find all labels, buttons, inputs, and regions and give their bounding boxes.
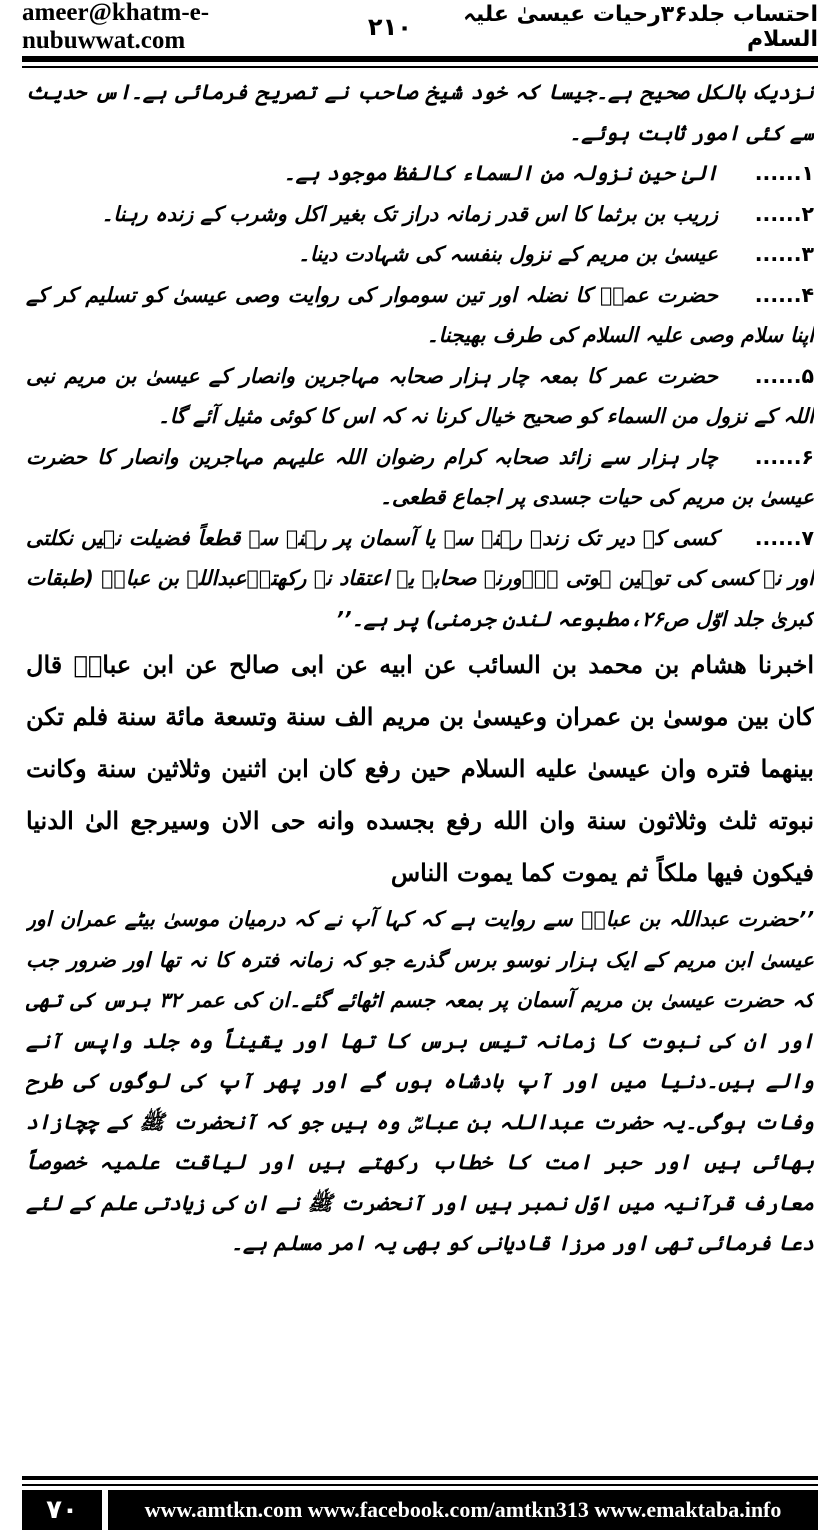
item-number: ۱...... bbox=[754, 161, 814, 185]
item-number: ۷...... bbox=[754, 525, 814, 550]
item-text: چار ہزار سے زائد صحابہ کرام رضوان اللہ علیہم مہاجرین وانصار کا حضرت عیسیٰ بن مریم کی حیات جسدی پر اجماع قطعی۔ bbox=[26, 444, 814, 509]
footer-rule-thick bbox=[22, 1476, 818, 1480]
list-item bbox=[26, 356, 814, 437]
item-number: ۲...... bbox=[754, 201, 814, 226]
item-number: ۵...... bbox=[754, 363, 814, 388]
list-item bbox=[26, 194, 814, 235]
header-title: احتساب جلد۳۶رحیات عیسیٰ علیہ السلام bbox=[463, 2, 818, 52]
footer-urls: www.amtkn.com www.facebook.com/amtkn313 www.emaktaba.info bbox=[108, 1490, 818, 1530]
arabic-quote: اخبرنا هشام بن محمد بن السائب عن ابيه عن ابى صالح عن ابن عباسؓ قال كان بين موسىٰ بن عمران وعيسىٰ بن مريم الف سنة وتسعة مائة سنة فلم تكن بينهما فتره وان عيسىٰ عليه السلام حين رفع كان ابن اثنين وثلاثين سنة وكانت نبوته ثلث وثلاثون سنة وان الله رفع بجسده وانه حى الان وسيرجع الىٰ الدنيا فيكون فيها ملكاً ثم يموت كما يموت الناس bbox=[26, 650, 814, 887]
page-body bbox=[26, 72, 814, 1452]
page-footer bbox=[22, 1476, 818, 1532]
item-text: الیٰ حین نزولہ من السماء کالفظ موجود ہے۔ bbox=[283, 161, 718, 185]
header-left bbox=[22, 0, 412, 55]
page-header bbox=[22, 0, 818, 54]
header-email: ameer@khatm-e-nubuwwat.com bbox=[22, 0, 210, 54]
item-text: عیسیٰ بن مریم کے نزول بنفسہ کی شہادت دینا۔ bbox=[298, 242, 718, 266]
item-number: ۴...... bbox=[754, 282, 814, 307]
header-rule-thin bbox=[22, 66, 818, 68]
item-text: حضرت عمر کا بمعہ چار ہزار صحابہ مہاجرین وانصار کے عیسیٰ بن مریم نبی اللہ کے نزول من السماء کو صحیح خیال کرنا نہ کہ اس کا کوئی مثیل آئے گا۔ bbox=[26, 363, 814, 428]
list-item bbox=[26, 437, 814, 518]
list-item bbox=[26, 518, 814, 640]
item-number: ۶...... bbox=[754, 444, 814, 469]
item-number: ۳...... bbox=[754, 242, 814, 266]
intro-paragraph: نزدیک بالکل صحیح ہے۔جیسا کہ خود شیخ صاحب نے تصریح فرمائی ہے۔اس حدیث سے کئی امور ثابت ہوئے۔ bbox=[26, 80, 814, 145]
header-page-number: ۲۱۰ bbox=[367, 13, 412, 41]
footer-rule-thin bbox=[22, 1484, 818, 1486]
list-item bbox=[26, 275, 814, 356]
footer-page-index: ۷۰ bbox=[22, 1490, 102, 1530]
header-rule-thick bbox=[22, 56, 818, 62]
list-item bbox=[26, 153, 814, 194]
list-item bbox=[26, 234, 814, 275]
item-text: حضرت عمرؓ کا نضلہ اور تین سوموار کی روایت وصی عیسیٰ کو تسلیم کر کے اپنا سلام وصی علیہ السلام کی طرف بھیجنا۔ bbox=[26, 282, 814, 347]
item-text: کسی کے دیر تک زندہ رہنے سے یا آسمان پر رہنے سے قطعاً فضیلت نہیں نکلتی اور نہ کسی کی توہین ہوتی ہے۔ورنہ صحابہ یہ اعتقاد نہ رکھتے۔عبداللہ بن عباسؓ (طبقات کبریٰ جلد اوّل ص۲۶،مطبوعہ لندن جرمنی) پر ہے۔’’ bbox=[26, 525, 814, 631]
translation-paragraph: ’’حضرت عبداللہ بن عباسؓ سے روایت ہے کہ کہا آپ نے کہ درمیان موسیٰ بیٹے عمران اور عیسیٰ ابن مریم کے ایک ہزار نوسو برس گذرے جو کہ زمانہ فترہ کا نہ تھا اور ضرور جب کہ حضرت عیسیٰ بن مریم آسمان پر بمعہ جسم اٹھائے گئے۔ان کی عمر ۳۲ برس کی تھی اور ان کی نبوت کا زمانہ تیس برس کا تھا اور یقیناً وہ جلد واپس آنے والے ہیں۔دنیا میں اور آپ بادشاہ ہوں گے اور پھر آپ کی لوگوں کی طرح وفات ہوگی۔یہ حضرت عبداللہ بن عباسؓ وہ ہیں جو کہ آنحضرت ﷺ کے چچازاد بھائی ہیں اور حبر امت کا خطاب رکھتے ہیں اور لیاقت علمیہ خصوصاً معارف قرآنیہ میں اوّل نمبر ہیں اور آنحضرت ﷺ نے ان کی زیادتی علم کے لئے دعا فرمائی تھی اور مرزا قادیانی کو بھی یہ امر مسلم ہے۔ bbox=[26, 907, 814, 1255]
item-text: زریب بن برثما کا اس قدر زمانہ دراز تک بغیر اکل وشرب کے زندہ رہنا۔ bbox=[101, 201, 718, 226]
